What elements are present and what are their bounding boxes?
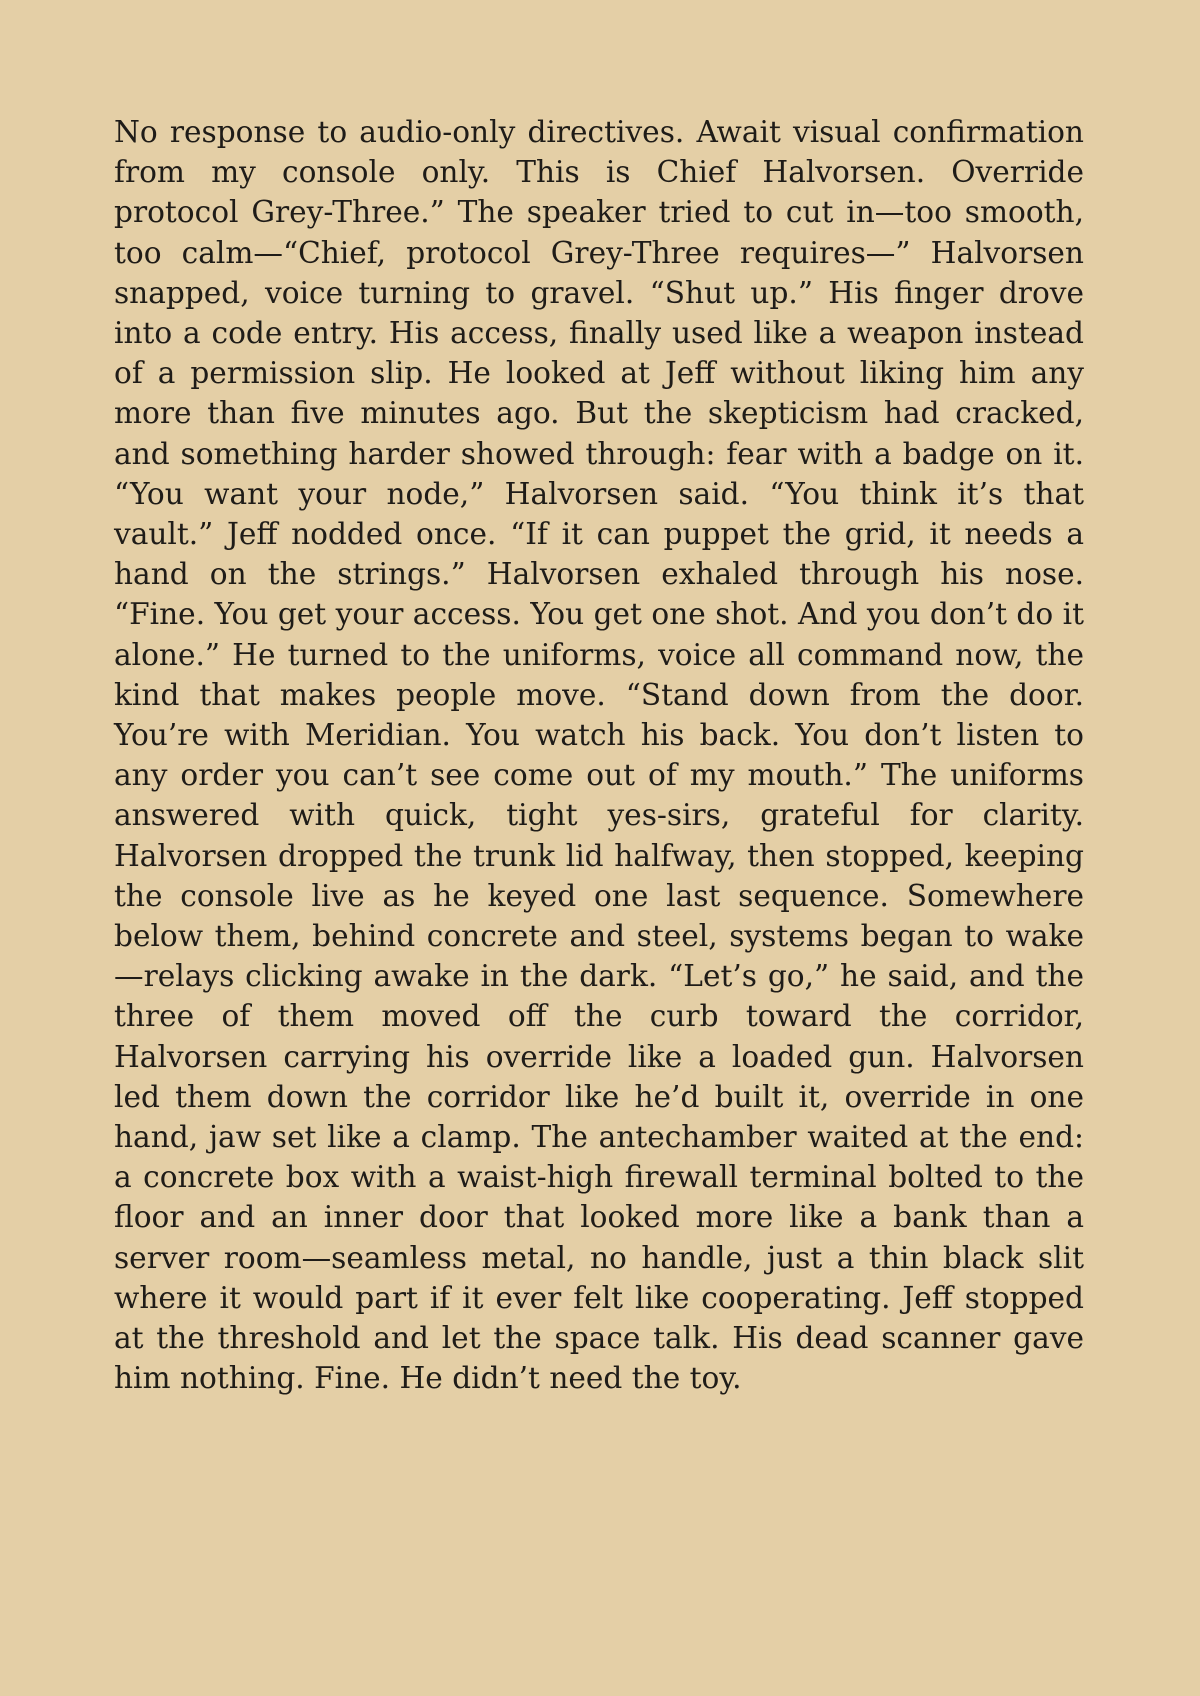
document-page <box>114 112 1084 1399</box>
body-paragraph: No response to audio-only directives. Await visual confirmation from my console only. This is Chief Halvorsen. Override protocol Grey-Three.” The speaker tried to cut in—too smooth, too calm—“Chief, protocol Grey-Three requires—” Halvorsen snapped, voice turning to gravel. “Shut up.” His finger drove into a code entry. His access, finally used like a weapon instead of a permission slip. He looked at Jeff without liking him any more than five minutes ago. But the skepticism had cracked, and something harder showed through: fear with a badge on it. “You want your node,” Halvorsen said. “You think it’s that vault.” Jeff nodded once. “If it can puppet the grid, it needs a hand on the strings.” Halvorsen exhaled through his nose. “Fine. You get your access. You get one shot. And you don’t do it alone.” He turned to the uniforms, voice all command now, the kind that makes people move. “Stand down from the door. You’re with Meridian. You watch his back. You don’t listen to any order you can’t see come out of my mouth.” The uniforms answered with quick, tight yes-sirs, grateful for clarity. Halvorsen dropped the trunk lid halfway, then stopped, keeping the console live as he keyed one last sequence. Somewhere below them, behind concrete and steel, systems began to wake—relays clicking awake in the dark. “Let’s go,” he said, and the three of them moved off the curb toward the corridor, Halvorsen carrying his override like a loaded gun. Halvorsen led them down the corridor like he’d built it, override in one hand, jaw set like a clamp. The antechamber waited at the end: a concrete box with a waist-high firewall terminal bolted to the floor and an inner door that looked more like a bank than a server room—seamless metal, no handle, just a thin black slit where it would part if it ever felt like cooperating. Jeff stopped at the threshold and let the space talk. His dead scanner gave him nothing. Fine. He didn’t need the toy. <box>114 115 1084 1396</box>
